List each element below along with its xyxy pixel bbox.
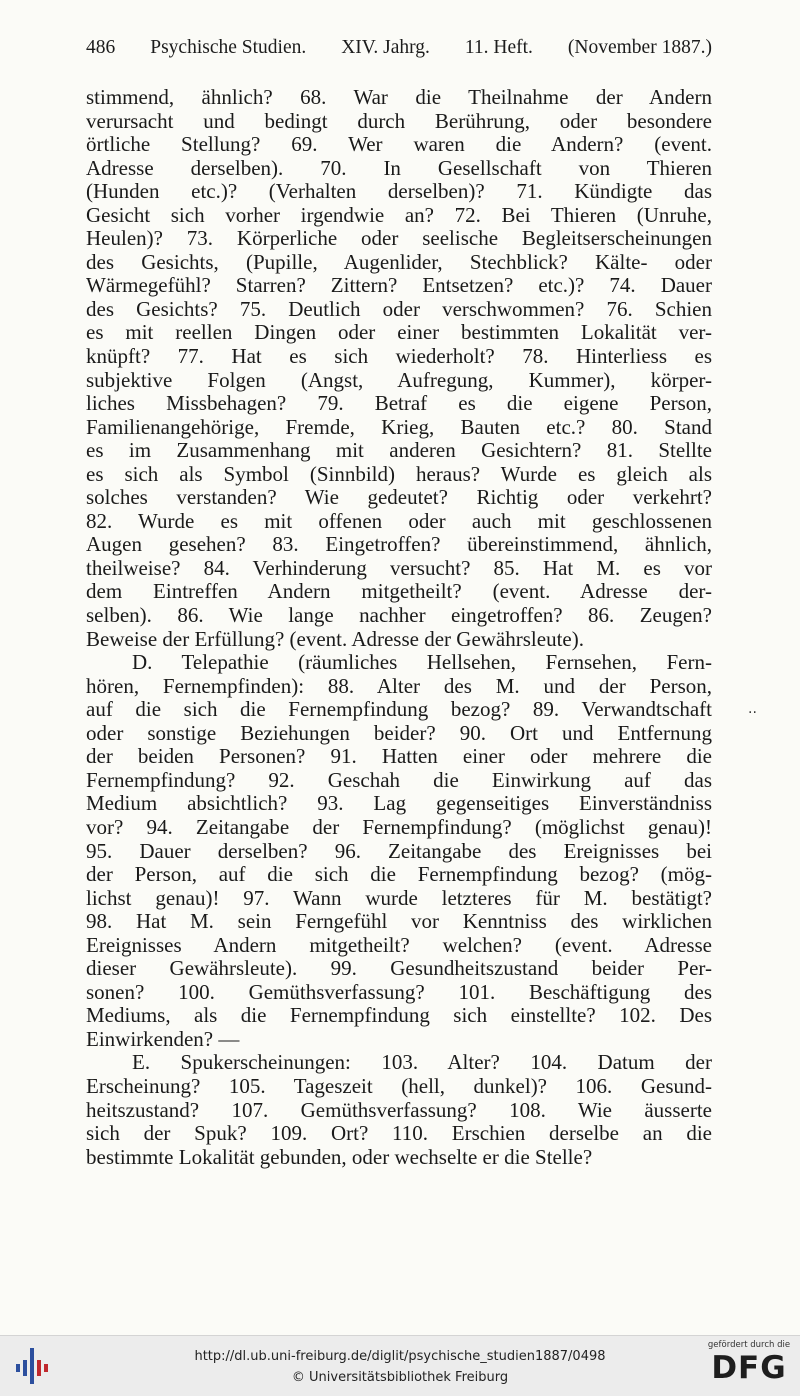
copyright-notice: © Universitätsbibliothek Freiburg (291, 1370, 509, 1385)
text-line: es im Zusammenhang mit anderen Gesichtern? 81. Stellte (86, 438, 712, 463)
text-line: Beweise der Erfüllung? (event. Adresse der Gewährsleute). (86, 626, 584, 651)
text-line: Erscheinung? 105. Tageszeit (hell, dunkel)? 106. Gesund- (86, 1073, 712, 1098)
text-line: oder sonstige Beziehungen beider? 90. Ort und Entfernung (86, 720, 712, 745)
text-line: subjektive Folgen (Angst, Aufregung, Kummer), körper- (86, 367, 712, 392)
text-line: (Hunden etc.)? (Verhalten derselben)? 71. Kündigte das (86, 179, 712, 204)
text-line: 98. Hat M. sein Ferngefühl vor Kenntniss des wirklichen (86, 909, 712, 934)
text-line: D. Telepathie (räumliches Hellsehen, Fernsehen, Fern- (132, 650, 712, 675)
text-line: Adresse derselben). 70. In Gesellschaft von Thieren (86, 155, 712, 180)
text-line: der beiden Personen? 91. Hatten einer oder mehrere die (86, 744, 712, 769)
margin-mark: ·· (748, 705, 757, 721)
text-line: örtliche Stellung? 69. Wer waren die Andern? (event. (86, 132, 712, 157)
text-line: 95. Dauer derselben? 96. Zeitangabe des Ereignisses bei (86, 838, 712, 863)
text-line: lichst genau)! 97. Wann wurde letzteres für M. bestätigt? (86, 885, 712, 910)
text-line: es sich als Symbol (Sinnbild) heraus? Wurde es gleich als (86, 461, 712, 486)
text-line: dem Eintreffen Andern mitgetheilt? (event. Adresse der- (86, 579, 712, 604)
text-line: liches Missbehagen? 79. Betraf es die eigene Person, (86, 391, 712, 416)
text-line: des Gesichts? 75. Deutlich oder verschwommen? 76. Schien (86, 296, 712, 321)
text-line: Gesicht sich vorher irgendwie an? 72. Bei Thieren (Unruhe, (86, 202, 712, 227)
text-line: verursacht und bedingt durch Berührung, oder besondere (86, 108, 712, 133)
text-line: auf die sich die Fernempfindung bezog? 89. Verwandtschaft (86, 697, 712, 722)
text-line: Fernempfindung? 92. Geschah die Einwirkung auf das (86, 767, 712, 792)
text-line: heitszustand? 107. Gemüthsverfassung? 108. Wie äusserte (86, 1097, 712, 1122)
text-line: Ereignisses Andern mitgetheilt? welchen? (event. Adresse (86, 932, 712, 957)
text-line: Wärmegefühl? Starren? Zittern? Entsetzen? etc.)? 74. Dauer (86, 273, 712, 298)
text-line: Familienangehörige, Fremde, Krieg, Bauten etc.? 80. Stand (86, 414, 712, 439)
running-header (86, 37, 712, 59)
text-line: 82. Wurde es mit offenen oder auch mit geschlossenen (86, 508, 712, 533)
text-line: Mediums, als die Fernempfindung sich einstellte? 102. Des (86, 1003, 712, 1028)
text-line: sich der Spuk? 109. Ort? 110. Erschien derselbe an die (86, 1121, 712, 1146)
text-line: es mit reellen Dingen oder einer bestimmten Lokalität ver- (86, 320, 712, 345)
text-line: Heulen)? 73. Körperliche oder seelische Begleitserscheinungen (86, 226, 712, 251)
dfg-caption: gefördert durch die (707, 1340, 791, 1350)
text-line: sonen? 100. Gemüthsverfassung? 101. Beschäftigung des (86, 979, 712, 1004)
body-text (86, 86, 712, 1169)
source-url-link[interactable]: http://dl.ub.uni-freiburg.de/diglit/psychische_studien1887/0498 (194, 1349, 606, 1364)
text-line: der Person, auf die sich die Fernempfindung bezog? (mög- (86, 862, 712, 887)
text-line: selben). 86. Wie lange nachher eingetroffen? 86. Zeugen? (86, 603, 712, 628)
footer-bar (0, 1335, 800, 1396)
dfg-logo (704, 1340, 794, 1386)
page-number: 486 (86, 37, 116, 58)
text-line: E. Spukerscheinungen: 103. Alter? 104. Datum der (132, 1050, 712, 1075)
volume-label: XIV. Jahrg. (341, 37, 430, 58)
text-line: theilweise? 84. Verhinderung versucht? 85. Hat M. es vor (86, 555, 712, 580)
text-line: vor? 94. Zeitangabe der Fernempfindung? (möglichst genau)! (86, 814, 712, 839)
running-title: Psychische Studien. (150, 37, 307, 58)
text-line: stimmend, ähnlich? 68. War die Theilnahme der Andern (86, 85, 712, 109)
text-line: bestimmte Lokalität gebunden, oder wechselte er die Stelle? (86, 1144, 593, 1169)
dfg-wordmark: DFG (711, 1350, 787, 1386)
text-line: solches verstanden? Wie gedeutet? Richtig oder verkehrt? (86, 485, 712, 510)
text-line: hören, Fernempfinden): 88. Alter des M. und der Person, (86, 673, 712, 698)
text-line: Augen gesehen? 83. Eingetroffen? übereinstimmend, ähnlich, (86, 532, 712, 557)
text-line: Medium absichtlich? 93. Lag gegenseitiges Einverständniss (86, 791, 712, 816)
text-line: knüpft? 77. Hat es sich wiederholt? 78. Hinterliess es (86, 344, 712, 369)
issue-date: (November 1887.) (567, 37, 712, 58)
text-line: Einwirkenden? — (86, 1026, 240, 1051)
text-line: des Gesichts, (Pupille, Augenlider, Stechblick? Kälte- oder (86, 249, 712, 274)
issue-label: 11. Heft. (464, 37, 533, 58)
text-line: dieser Gewährsleute). 99. Gesundheitszustand beider Per- (86, 956, 712, 981)
